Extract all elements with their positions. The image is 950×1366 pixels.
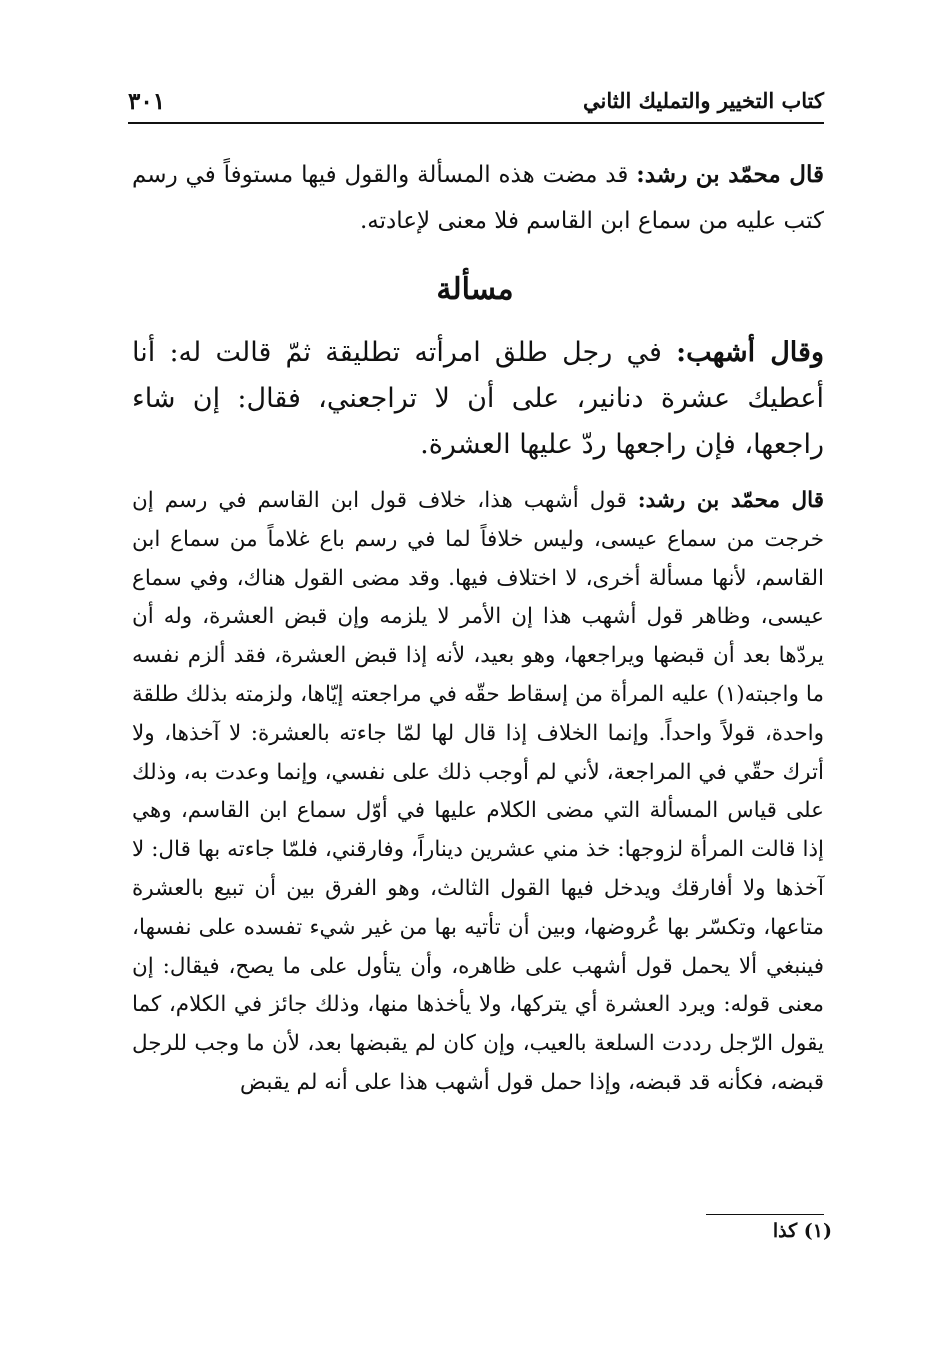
paragraph-3-speaker: قال محمّد بن رشد: — [637, 488, 825, 513]
paragraph-2 — [132, 330, 824, 468]
footnote: (١) كذا — [772, 1220, 832, 1242]
paragraph-1-text: قد مضت هذه المسألة والقول فيها مستوفاً في رسم كتب عليه من سماع ابن القاسم فلا معنى لإعادته. — [132, 162, 824, 234]
paragraph-2-text: في رجل طلق امرأته تطليقة ثمّ قالت له: أنا أعطيك عشرة دنانير، على أن لا تراجعني، فقال: إن شاء راجعها، فإن راجعها ردّ عليها العشرة. — [132, 337, 824, 460]
paragraph-3 — [132, 482, 824, 1103]
page-header — [128, 88, 824, 124]
running-title: كتاب التخيير والتمليك الثاني — [583, 88, 824, 113]
paragraph-3-text: قول أشهب هذا، خلاف قول ابن القاسم في رسم إن خرجت من سماع عيسى، وليس خلافاً لما في رسم باع غلاماً من سماع ابن القاسم، لأنها مسألة أخرى، لا اختلاف فيها. وقد مضى القول هناك، وفي سماع عيسى، وظاهر قول أشهب هذا إن الأمر لا يلزمه وإن قبض العشرة، وله أن يردّها بعد أن قبضها ويراجعها، وهو بعيد، لأنه إذا قبض العشرة، فقد ألزم نفسه ما واجبته(١) عليه المرأة من إسقاط حقّه في مراجعته إيّاها، ولزمته بذلك طلقة واحدة، قولاً واحداً. وإنما الخلاف إذا قال لها لمّا جاءته بالعشرة: لا آخذها، ولا أترك حقّي في المراجعة، لأني لم أوجب ذلك على نفسي، وإنما وعدت به، وذلك على قياس المسألة التي مضى الكلام عليها في أوّل سماع ابن القاسم، وهي إذا قالت المرأة لزوجها: خذ مني عشرين ديناراً، وفارقني، فلمّا جاءته بها قال: لا آخذها ولا أفارقك ويدخل فيها القول الثالث، وهو الفرق بين أن تبيع بالعشرة متاعها، وتكسّر بها عُروضها، وبين أن تأتيه بها من غير شيء تفسده على نفسها، فينبغي ألا يحمل قول أشهب على ظاهره، وأن يتأول على ما يصح، فيقال: إن معنى قوله: ويرد العشرة أي يتركها، ولا يأخذها منها، وذلك جائز في الكلام، كما يقول الرّجل رددت السلعة بالعيب، وإن كان لم يقبضها بعد، لأن ما وجب للرجل قبضه، فكأنه قد قبضه، وإذا حمل قول أشهب هذا على أنه لم يقبض — [132, 488, 824, 1095]
paragraph-1 — [132, 152, 824, 244]
paragraph-2-speaker: وقال أشهب: — [676, 337, 824, 368]
paragraph-1-speaker: قال محمّد بن رشد: — [636, 161, 824, 188]
footnote-separator — [706, 1214, 824, 1215]
section-heading: مسألة — [436, 272, 514, 307]
page-number: ٣٠١ — [128, 88, 166, 115]
